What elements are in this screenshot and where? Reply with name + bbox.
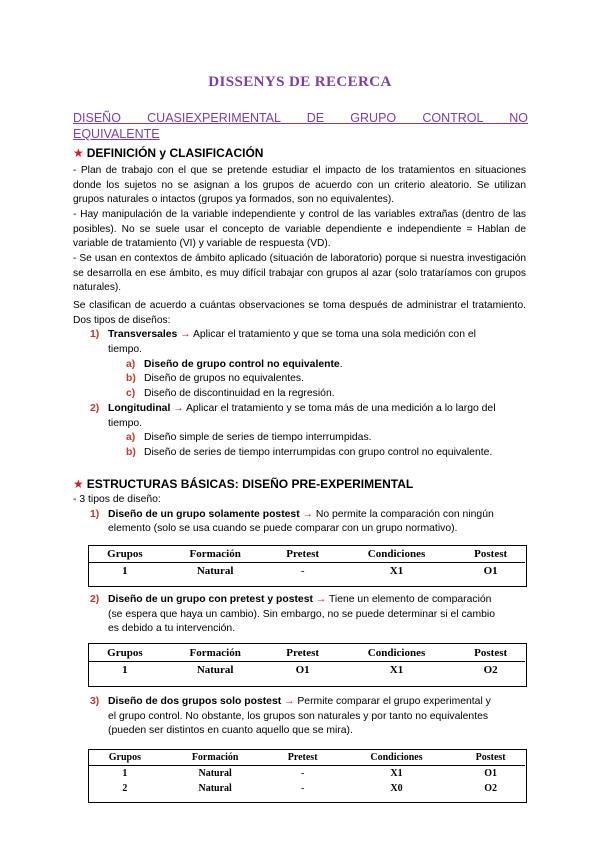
star-icon: ★ [73, 146, 84, 160]
structures-heading: ★ ESTRUCTURAS BÁSICAS: DISEÑO PRE-EXPERIMENTAL [73, 477, 414, 491]
design-item-2-cont: (se espera que haya un cambio). Sin embargo, no se puede determinar si el cambio [108, 609, 495, 620]
paragraph-3: - Se usan en contextos de ámbito aplicado (situación de laboratorio) porque si nuestra investigación se desarrolla en ese ámbito, es muy difícil trabajar con grupos al azar (solo trataríamos con grupos naturales). [73, 253, 526, 294]
design-item-3-cont2: (pueden ser distintos en cuanto aquello que se mira). [108, 725, 353, 736]
section-title-cont: EQUIVALENTE [73, 127, 160, 141]
header-cell: Grupos [88, 546, 162, 563]
cell: 1 [122, 768, 128, 779]
header-cell: Grupos [88, 645, 162, 662]
header-cell: Condiciones [337, 645, 457, 662]
table-1 [88, 546, 525, 579]
cell: 1 [122, 565, 128, 577]
cell: Natural [198, 783, 232, 794]
header-cell: Condiciones [337, 750, 457, 766]
table-header-row [88, 750, 525, 766]
design-item-1: 1) Diseño de un grupo solamente postest → No permite la comparación con ningún [90, 509, 494, 520]
header-cell: Condiciones [337, 546, 457, 563]
header-cell: Formación [162, 645, 269, 662]
table-row [88, 563, 525, 580]
paragraph-4: Se clasifican de acuerdo a cuántas observaciones se toma después de administrar el tratamiento. Dos tipos de diseños: [73, 300, 526, 326]
design-item-3-cont: el grupo control. No obstante, los grupos son naturales y por tanto no equivalentes [108, 711, 489, 722]
header-cell: Formación [162, 546, 269, 563]
sublist-item: b) Diseño de series de tiempo interrumpidas con grupo control no equivalente. [126, 447, 493, 458]
list-item-longitudinal: 2) Longitudinal → Aplicar el tratamiento y se toma más de una medición a lo largo del [90, 403, 496, 414]
design-item-1-cont: elemento (solo se usa cuando se puede comparar con un grupo normativo). [108, 523, 458, 534]
cell: 1 [122, 664, 128, 676]
cell: - [300, 768, 305, 779]
cell: Natural [196, 664, 234, 676]
header-cell: Postest [456, 750, 525, 766]
cell: Natural [196, 565, 234, 577]
sublist-item: c) Diseño de discontinuidad en la regresión. [126, 388, 335, 399]
list-item-transversales: 1) Transversales → Aplicar el tratamiento y que se toma una sola medición con el [90, 329, 476, 340]
cell: X1 [389, 565, 404, 577]
list-item-longitudinal-cont: tiempo. [108, 418, 143, 429]
sublist-item: a) Diseño simple de series de tiempo interrumpidas. [126, 432, 372, 443]
table-header-row [88, 546, 525, 563]
cell: X0 [390, 783, 403, 794]
cell: O2 [484, 783, 498, 794]
cell: - [300, 783, 305, 794]
header-cell: Pretest [269, 750, 337, 766]
cell: O2 [483, 664, 498, 676]
cell: - [300, 565, 305, 577]
cell: 2 [122, 783, 128, 794]
table-header-row [88, 645, 525, 662]
sublist-item: b) Diseño de grupos no equivalentes. [126, 373, 305, 384]
sublist-item: a) Diseño de grupo control no equivalente. [126, 359, 343, 370]
header-cell: Pretest [269, 645, 337, 662]
header-cell: Grupos [88, 750, 162, 766]
design-item-3: 3) Diseño de dos grupos solo postest → Permite comparar el grupo experimental y [90, 696, 491, 707]
header-cell: Postest [456, 645, 525, 662]
cell: O1 [295, 664, 310, 676]
cell: O1 [483, 565, 498, 577]
table-2 [88, 645, 525, 678]
structures-intro: - 3 tipos de diseño: [73, 494, 161, 505]
list-item-transversales-cont: tiempo. [108, 344, 143, 355]
document-title: DISSENYS DE RECERCA [208, 74, 392, 90]
section-title: DISEÑO CUASIEXPERIMENTAL DE GRUPO CONTROL NO [73, 111, 528, 125]
header-cell: Pretest [269, 546, 337, 563]
table-row [88, 662, 525, 679]
cell: Natural [198, 768, 232, 779]
table-row [88, 781, 525, 796]
header-cell: Postest [456, 546, 525, 563]
header-cell: Formación [162, 750, 269, 766]
table-3 [88, 750, 525, 796]
design-item-2-cont2: es debido a tu intervención. [108, 623, 236, 634]
paragraph-2: - Hay manipulación de la variable independiente y control de las variables extrañas (dentro de las posibles). No se suele usar el concepto de variable dependiente e independiente = Hablan de variable de tratamiento (VI) y variable de respuesta (VD). [73, 209, 526, 250]
cell: X1 [390, 768, 403, 779]
cell: X1 [389, 664, 404, 676]
paragraph-1: - Plan de trabajo con el que se pretende estudiar el impacto de los tratamientos en situaciones donde los sujetos no se asignan a los grupos de acuerdo con un criterio aleatorio. Se utilizan grupos naturales o intactos (grupos ya formados, son no equivalentes). [73, 165, 526, 206]
design-item-2: 2) Diseño de un grupo con pretest y postest → Tiene un elemento de comparación [90, 594, 492, 605]
star-icon: ★ [73, 477, 84, 491]
table-row [88, 766, 525, 782]
definition-heading: ★ DEFINICIÓN y CLASIFICACIÓN [73, 146, 264, 160]
cell: O1 [484, 768, 498, 779]
